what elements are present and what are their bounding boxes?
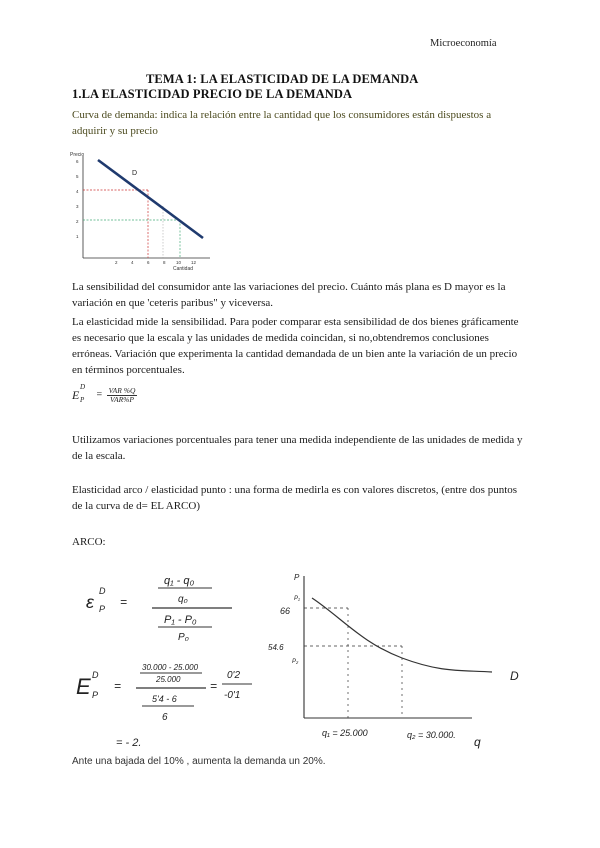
demand-ylabel: Precio <box>70 152 85 158</box>
svg-text:54.6: 54.6 <box>268 643 284 652</box>
paragraph-3-line-2: de la escala. <box>72 450 126 462</box>
svg-text:P₁ - P₀: P₁ - P₀ <box>164 614 197 626</box>
x-tick-4: 4 <box>131 260 134 265</box>
y-tick-2: 2 <box>76 219 79 224</box>
page-title: TEMA 1: LA ELASTICIDAD DE LA DEMANDA <box>146 72 419 86</box>
svg-text:q₀: q₀ <box>178 594 188 605</box>
section-title: 1.LA ELASTICIDAD PRECIO DE LA DEMANDA <box>72 87 353 101</box>
y-tick-5: 5 <box>76 174 79 179</box>
demand-line <box>98 160 203 238</box>
hw-epsilon: ε <box>86 592 94 612</box>
svg-text:P: P <box>294 573 300 582</box>
svg-text:P₁: P₁ <box>294 596 300 602</box>
handwritten-arc-elasticity-image <box>72 568 542 753</box>
paragraph-1-line-1: La sensibilidad del consumidor ante las variaciones del precio. Cuánto más plana es D mayor es la <box>72 281 506 293</box>
svg-text:D: D <box>92 670 99 680</box>
image-caption: Ante una bajada del 10% , aumenta la demanda un 20%. <box>72 756 326 767</box>
y-tick-3: 3 <box>76 204 79 209</box>
paragraph-4-line-1: Elasticidad arco / elasticidad punto : una forma de medirla es con valores discretos, (entre dos puntos <box>72 484 518 496</box>
demand-curve-figure <box>68 146 213 272</box>
svg-text:0'2: 0'2 <box>227 670 241 681</box>
svg-text:25.000: 25.000 <box>156 675 181 684</box>
demand-curve-label: D <box>132 170 138 177</box>
paragraph-1-line-2: variación en que 'ceteris paribus" y viceversa. <box>72 297 274 309</box>
formula-fraction: $\frac{\text{VAR \%Q}}{\text{VAR\%P}}$ <box>108 385 136 404</box>
elasticity-formula <box>72 383 137 404</box>
svg-text:q₁ = 25.000: q₁ = 25.000 <box>322 728 368 738</box>
svg-text:= - 2.: = - 2. <box>116 737 142 749</box>
svg-text:E: E <box>76 674 91 699</box>
y-tick-6: 6 <box>76 159 79 164</box>
svg-text:P₀: P₀ <box>178 632 189 643</box>
intro-line-2: adquirir y su precio <box>72 125 158 137</box>
svg-text:D: D <box>99 586 106 596</box>
y-tick-4: 4 <box>76 189 79 194</box>
paragraph-2-line-4: en términos porcentuales. <box>72 364 185 376</box>
svg-text:30.000 - 25.000: 30.000 - 25.000 <box>142 663 199 672</box>
svg-text:66: 66 <box>280 606 291 616</box>
paragraph-2-line-2: es necesario que la escala y las unidades de medida coincidan, si no,obtendremos conclusiones <box>72 332 489 344</box>
demand-xlabel: Cantidad <box>173 266 194 272</box>
svg-text:-0'1: -0'1 <box>224 690 241 701</box>
svg-text:q₂ = 30.000.: q₂ = 30.000. <box>407 730 456 740</box>
x-tick-6: 6 <box>147 260 150 265</box>
arco-label: ARCO: <box>72 536 106 548</box>
svg-text:=: = <box>114 679 122 693</box>
course-name: Microeconomía <box>430 38 497 49</box>
svg-text:=: = <box>210 679 218 693</box>
paragraph-3-line-1: Utilizamos variaciones porcentuales para tener una medida independiente de las unidades de medida y <box>72 434 523 446</box>
svg-text:P: P <box>99 604 106 614</box>
elasticity-symbol: E D P <box>72 383 86 404</box>
svg-text:6: 6 <box>162 712 168 723</box>
svg-text:=: = <box>120 595 128 609</box>
y-tick-1: 1 <box>76 234 79 239</box>
svg-text:q₁ - q₀: q₁ - q₀ <box>164 575 195 587</box>
paragraph-4-line-2: de la curva de d= EL ARCO) <box>72 500 200 512</box>
x-tick-8: 8 <box>163 260 166 265</box>
svg-text:P₂: P₂ <box>292 659 299 665</box>
paragraph-2-line-3: erróneas. Variación que experimenta la cantidad demandada de un bien ante la variación de un precio <box>72 348 518 360</box>
svg-text:5'4 - 6: 5'4 - 6 <box>152 694 177 704</box>
svg-text:D: D <box>510 669 519 683</box>
x-tick-12: 12 <box>191 260 197 265</box>
paragraph-2-line-1: La elasticidad mide la sensibilidad. Para poder comparar esta sensibilidad de dos bienes gráficamente <box>72 316 519 328</box>
svg-text:q: q <box>474 735 481 749</box>
svg-text:P: P <box>92 690 99 700</box>
intro-line-1: Curva de demanda: indica la relación entre la cantidad que los consumidores están dispuestos a <box>72 109 492 121</box>
x-tick-2: 2 <box>115 260 118 265</box>
x-tick-10: 10 <box>176 260 182 265</box>
formula-equals: = <box>96 389 103 401</box>
